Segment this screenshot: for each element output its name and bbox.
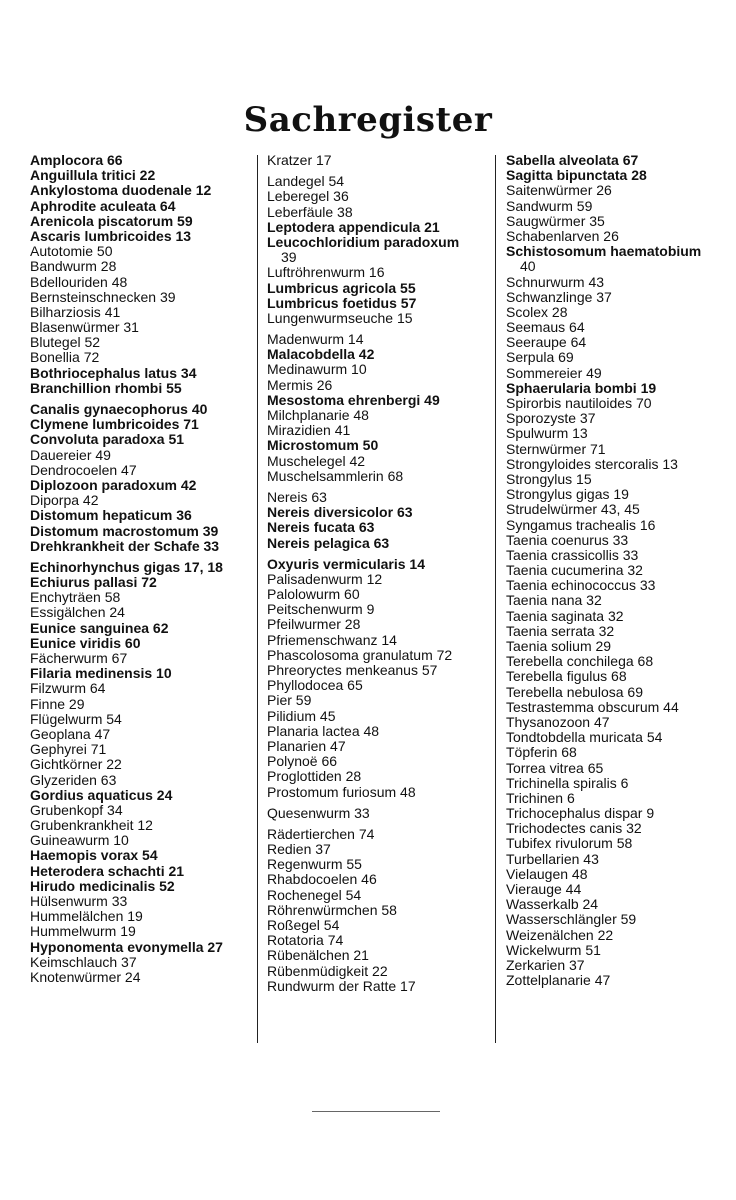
index-entry: Schabenlarven 26	[506, 227, 619, 244]
index-entry: Trichinen 6	[506, 789, 575, 806]
index-entry: Mermis 26	[267, 376, 333, 393]
index-entry: Regenwurm 55	[267, 856, 362, 873]
index-entry: Scolex 28	[506, 303, 568, 320]
index-entry: Dendrocoelen 47	[30, 461, 137, 478]
index-entry: Essigälchen 24	[30, 604, 125, 621]
index-entry: Phreoryctes menkeanus 57	[267, 662, 438, 678]
index-entry: Töpferin 68	[506, 744, 577, 761]
index-entry: Taenia nana 32	[506, 592, 602, 609]
index-entry: Tubifex rivulorum 58	[506, 835, 633, 852]
index-entry: Seeraupe 64	[506, 334, 587, 351]
index-entry: Bonellia 72	[30, 349, 100, 366]
index-entry: Sommereier 49	[506, 364, 602, 381]
index-entry: Trichodectes canis 32	[506, 820, 642, 837]
index-entry: Madenwurm 14	[267, 331, 364, 348]
index-entry: Palolowurm 60	[267, 586, 360, 603]
index-entry: Phascolosoma granulatum 72	[267, 646, 453, 663]
index-entry: Clymene lumbricoides 71	[30, 416, 199, 433]
column-divider	[495, 155, 496, 1043]
index-entry: Medinawurm 10	[267, 361, 367, 378]
index-entry: Ascaris lumbricoides 13	[30, 227, 192, 244]
index-entry: Leberegel 36	[267, 188, 349, 205]
index-entry: Turbellarien 43	[506, 850, 599, 867]
index-entry: Rhabdocoelen 46	[267, 871, 377, 888]
index-entry: Autotomie 50	[30, 243, 113, 260]
index-entry: Anguillula tritici 22	[30, 167, 156, 184]
index-entry: Echiurus pallasi 72	[30, 574, 157, 591]
index-entry: Heterodera schachti 21	[30, 862, 185, 879]
index-entry: Sphaerularia bombi 19	[506, 379, 657, 396]
index-entry: Diplozoon paradoxum 42	[30, 476, 197, 493]
index-entry: Trichinella spiralis 6	[506, 774, 629, 791]
index-entry: Schistosomum haematobium	[506, 243, 702, 260]
index-entry: Polynoë 66	[267, 753, 338, 770]
index-entry: Taenia coenurus 33	[506, 531, 629, 548]
index-entry: Malacobdella 42	[267, 346, 375, 363]
column-divider	[257, 155, 258, 1043]
index-entry: Tondtobdella muricata 54	[506, 729, 663, 746]
index-entry: Convoluta paradoxa 51	[30, 431, 185, 448]
index-entry: Distomum hepaticum 36	[30, 507, 192, 524]
index-entry: Hyponomenta evonymella 27	[30, 938, 223, 955]
index-entry: Haemopis vorax 54	[30, 847, 158, 864]
index-entry: Hülsenwurm 33	[30, 893, 128, 909]
index-entry: Taenia serrata 32	[506, 622, 615, 639]
index-entry: Blasenwürmer 31	[30, 319, 139, 336]
index-entry: Grubenkopf 34	[30, 801, 123, 818]
page-title: Sachregister	[243, 100, 493, 140]
index-entry: Oxyuris vermicularis 14	[267, 555, 425, 572]
index-entry: Dauereier 49	[30, 446, 111, 463]
index-entry: Proglottiden 28	[267, 768, 362, 785]
index-entry: Bilharziosis 41	[30, 303, 121, 320]
index-entry: Quesenwurm 33	[267, 804, 370, 821]
footer-rule	[312, 1111, 440, 1112]
index-entry: Mirazidien 41	[267, 422, 351, 439]
index-entry: Ankylostoma duodenale 12	[30, 182, 212, 199]
index-entry: Bandwurm 28	[30, 258, 117, 275]
index-entry: Bothriocephalus latus 34	[30, 364, 197, 381]
index-entry: Kratzer 17	[267, 152, 332, 168]
index-entry: Taenia saginata 32	[506, 607, 624, 624]
index-entry: Eunice sanguinea 62	[30, 619, 169, 636]
index-entry: Rübenälchen 21	[267, 947, 369, 964]
index-entry: Landegel 54	[267, 173, 345, 190]
index-entry: Roßegel 54	[267, 917, 340, 933]
index-entry: Echinorhynchus gigas 17, 18	[30, 558, 223, 575]
index-entry: Zottelplanarie 47	[506, 972, 611, 989]
index-entry: Knotenwürmer 24	[30, 968, 141, 985]
index-entry: Terebella figulus 68	[506, 668, 627, 685]
index-entry: Wickelwurm 51	[506, 941, 601, 958]
index-entry: Peitschenwurm 9	[267, 601, 375, 618]
index-entry: Nereis 63	[267, 488, 327, 505]
index-entry: Pfeilwurmer 28	[267, 616, 361, 633]
index-entry: Torrea vitrea 65	[506, 759, 604, 776]
index-entry: Filzwurm 64	[30, 680, 106, 697]
index-entry: Planaria lactea 48	[267, 722, 380, 739]
index-entry: Muschelsammlerin 68	[267, 467, 404, 484]
index-entry: Zerkarien 37	[506, 956, 585, 973]
index-entry: Rädertierchen 74	[267, 825, 375, 842]
index-entry: Amplocora 66	[30, 152, 123, 168]
index-entry: Gordius aquaticus 24	[30, 786, 173, 803]
index-entry: Lungenwurmseuche 15	[267, 309, 413, 326]
index-entry: Drehkrankheit der Schafe 33	[30, 537, 220, 554]
index-entry: Fächerwurm 67	[30, 650, 128, 666]
index-entry: Eunice viridis 60	[30, 634, 141, 651]
index-entry: Terebella conchilega 68	[506, 653, 654, 670]
index-entry: Redien 37	[267, 841, 331, 858]
index-entry: Microstomum 50	[267, 437, 379, 454]
index-entry: Saitenwürmer 26	[506, 182, 612, 199]
index-entry: Lumbricus agricola 55	[267, 279, 416, 296]
index-entry: Trichocephalus dispar 9	[506, 805, 655, 822]
index-entry: Nereis pelagica 63	[267, 534, 390, 551]
index-entry: Guineawurm 10	[30, 832, 129, 849]
index-entry: Sabella alveolata 67	[506, 152, 639, 168]
index-entry: Sporozyste 37	[506, 410, 596, 427]
index-entry: 40	[520, 258, 536, 275]
index-entry: Terebella nebulosa 69	[506, 683, 643, 700]
index-entry: Blutegel 52	[30, 334, 101, 351]
index-entry: Wasserkalb 24	[506, 896, 599, 913]
index-entry: Gephyrei 71	[30, 741, 107, 758]
index-column-3	[506, 153, 731, 988]
index-entry: Bernsteinschnecken 39	[30, 288, 176, 305]
index-entry: Sagitta bipunctata 28	[506, 167, 647, 184]
index-entry: 39	[281, 249, 297, 266]
index-entry: Luftröhrenwurm 16	[267, 264, 385, 281]
index-entry: Glyzeriden 63	[30, 771, 117, 788]
index-entry: Strongylus gigas 19	[506, 486, 629, 503]
index-entry: Seemaus 64	[506, 319, 585, 336]
index-entry: Leberfäule 38	[267, 203, 353, 220]
index-entry: Rübenmüdigkeit 22	[267, 962, 388, 979]
index-entry: Taenia solium 29	[506, 638, 612, 654]
index-entry: Palisadenwurm 12	[267, 570, 383, 587]
index-entry: Hummelälchen 19	[30, 908, 143, 925]
index-entry: Hummelwurm 19	[30, 923, 136, 940]
index-entry: Pilidium 45	[267, 707, 336, 724]
index-column-1	[30, 153, 255, 985]
index-entry: Milchplanarie 48	[267, 407, 369, 423]
index-entry: Vierauge 44	[506, 881, 582, 897]
index-entry: Gichtkörner 22	[30, 756, 122, 773]
index-entry: Taenia crassicollis 33	[506, 546, 639, 563]
index-entry: Schnurwurm 43	[506, 273, 605, 290]
index-entry: Taenia cucumerina 32	[506, 562, 643, 579]
index-entry: Arenicola piscatorum 59	[30, 212, 193, 229]
index-entry: Saugwürmer 35	[506, 212, 605, 229]
index-entry: Strongylus 15	[506, 470, 592, 487]
index-entry: Testrastemma obscurum 44	[506, 698, 679, 715]
index-entry: Branchillion rhombi 55	[30, 379, 182, 396]
index-entry: Röhrenwürmchen 58	[267, 901, 397, 918]
index-entry: Enchyträen 58	[30, 589, 121, 606]
index-entry: Muschelegel 42	[267, 452, 366, 469]
index-entry: Nereis diversicolor 63	[267, 504, 413, 521]
index-entry: Schwanzlinge 37	[506, 288, 612, 305]
index-entry: Phyllodocea 65	[267, 677, 363, 694]
index-entry: Thysanozoon 47	[506, 713, 610, 730]
index-column-2	[267, 153, 492, 994]
index-entry: Filaria medinensis 10	[30, 665, 172, 682]
index-entry: Spulwurm 13	[506, 425, 588, 442]
index-entry: Bdellouriden 48	[30, 273, 128, 290]
index-entry: Finne 29	[30, 695, 85, 712]
index-entry: Hirudo medicinalis 52	[30, 877, 175, 894]
index-entry: Canalis gynaecophorus 40	[30, 401, 208, 417]
index-entry: Distomum macrostomum 39	[30, 522, 219, 539]
index-entry: Leptodera appendicula 21	[267, 218, 440, 235]
index-entry: Geoplana 47	[30, 725, 111, 742]
index-entry: Sternwürmer 71	[506, 440, 606, 457]
index-entry: Prostomum furiosum 48	[267, 783, 416, 800]
index-entry: Rochenegel 54	[267, 886, 362, 903]
index-entry: Taenia echinococcus 33	[506, 577, 656, 594]
index-entry: Strudelwürmer 43, 45	[506, 501, 640, 518]
index-entry: Wasserschlängler 59	[506, 911, 637, 928]
index-entry: Pier 59	[267, 692, 312, 709]
index-entry: Aphrodite aculeata 64	[30, 197, 176, 214]
index-entry: Flügelwurm 54	[30, 710, 122, 727]
index-entry: Strongyloides stercoralis 13	[506, 455, 678, 472]
index-entry: Planarien 47	[267, 737, 346, 754]
index-entry: Keimschlauch 37	[30, 953, 137, 970]
index-entry: Sandwurm 59	[506, 197, 593, 214]
index-entry: Vielaugen 48	[506, 865, 588, 882]
index-entry: Rotatoria 74	[267, 932, 344, 949]
index-entry: Spirorbis nautiloides 70	[506, 395, 652, 411]
index-entry: Nereis fucata 63	[267, 519, 375, 536]
index-entry: Diporpa 42	[30, 492, 99, 509]
index-entry: Grubenkrankheit 12	[30, 817, 153, 834]
index-entry: Weizenälchen 22	[506, 926, 614, 943]
index-entry: Leucochloridium paradoxum	[267, 233, 460, 250]
index-entry: Serpula 69	[506, 349, 574, 366]
index-entry: Mesostoma ehrenbergi 49	[267, 391, 440, 408]
index-entry: Rundwurm der Ratte 17	[267, 977, 416, 994]
index-entry: Syngamus trachealis 16	[506, 516, 656, 533]
index-entry: Pfriemenschwanz 14	[267, 631, 397, 648]
index-entry: Lumbricus foetidus 57	[267, 294, 417, 311]
